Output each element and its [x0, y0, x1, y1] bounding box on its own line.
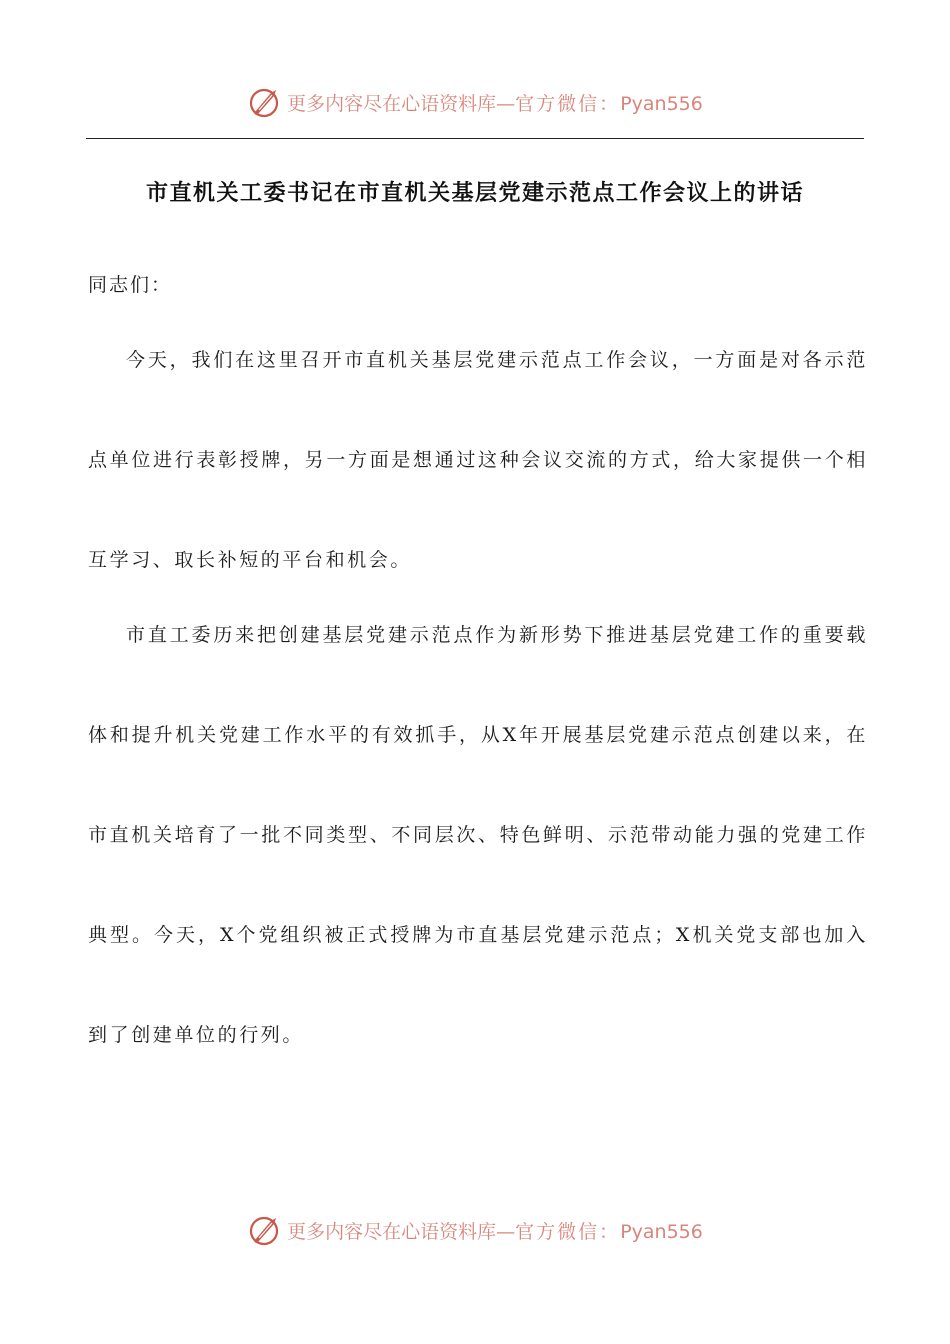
brand-name: 更多内容尽在心语资料库 [287, 92, 497, 115]
footer-banner [0, 1210, 950, 1250]
wechat-label: 官方微信： [515, 92, 621, 115]
header-divider [86, 138, 864, 139]
separator-dash: — [496, 1220, 516, 1243]
wechat-id: Pyan556 [620, 1220, 703, 1243]
paragraph-1: 今天，我们在这里召开市直机关基层党建示范点工作会议，一方面是对各示范点单位进行表彰授牌，另一方面是想通过这种会议交流的方式，给大家提供一个相互学习、取长补短的平台和机会。 [88, 349, 868, 571]
footer-watermark-text [287, 1217, 703, 1244]
header-watermark-text [287, 89, 703, 116]
pen-nib-logo-icon [247, 84, 283, 120]
wechat-id: Pyan556 [620, 92, 703, 115]
pen-nib-logo-icon [247, 1212, 283, 1248]
paragraph-2: 市直工委历来把创建基层党建示范点作为新形势下推进基层党建工作的重要载体和提升机关党建工作水平的有效抓手，从X年开展基层党建示范点创建以来，在市直机关培育了一批不同类型、不同层次、特色鲜明、示范带动能力强的党建工作典型。今天，X个党组织被正式授牌为市直基层党建示范点；X机关党支部也加入到了创建单位的行列。 [88, 624, 868, 1046]
wechat-label: 官方微信： [515, 1220, 621, 1243]
salutation: 同志们： [88, 274, 173, 296]
brand-name: 更多内容尽在心语资料库 [287, 1220, 497, 1243]
header-banner [0, 82, 950, 122]
document-title: 市直机关工委书记在市直机关基层党建示范点工作会议上的讲话 [145, 180, 804, 206]
separator-dash: — [496, 92, 516, 115]
